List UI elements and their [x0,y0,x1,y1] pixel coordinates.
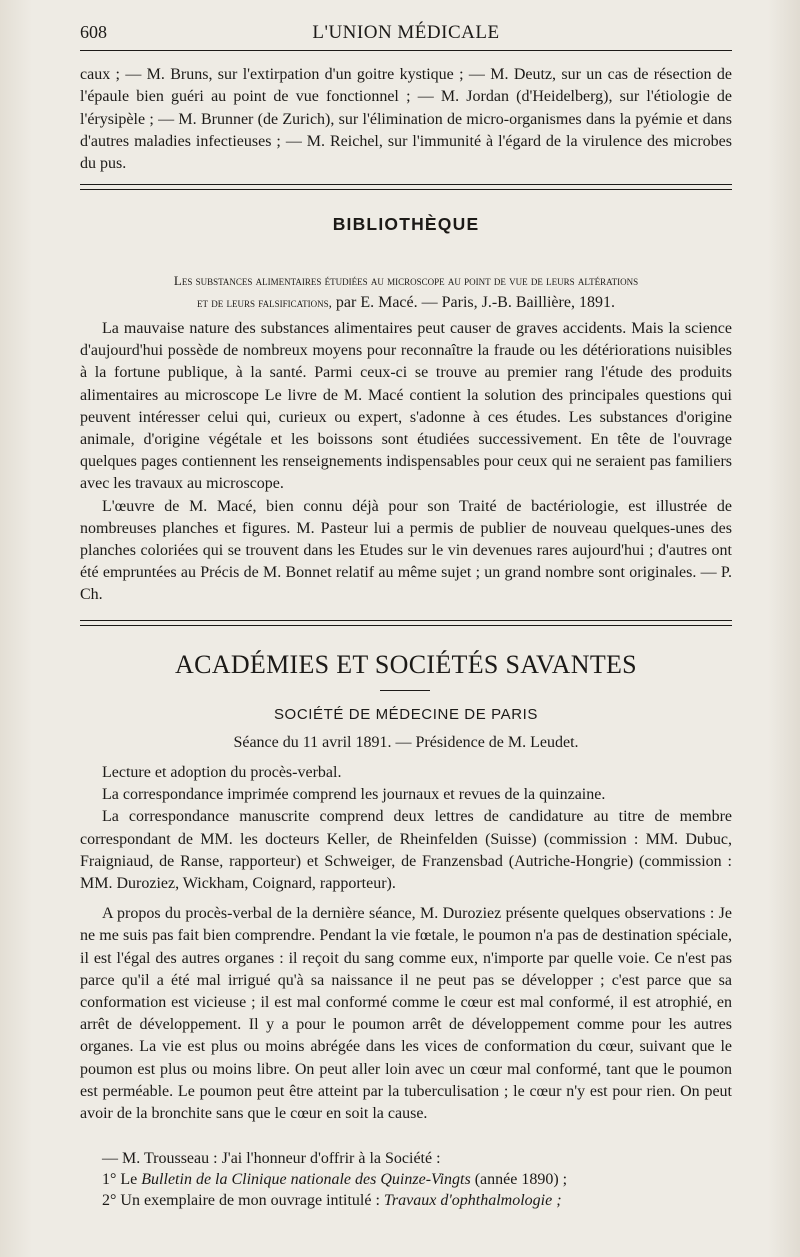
book-title-line2 [80,292,732,314]
list-item-1-title: Bulletin de la Clinique nationale des Quinze-Vingts [141,1171,471,1188]
list-item-1-pre: Le [120,1171,142,1188]
header-rule [80,50,732,51]
list-item-1-post: (année 1890) ; [470,1171,568,1188]
academies-short-rule [380,690,430,691]
correspondance-imprimee-paragraph: La correspondance imprimée comprend les journaux et revues de la quinzaine. [102,786,606,804]
trousseau-line: — M. Trousseau : J'ai l'honneur d'offrir à la Société : [102,1150,441,1167]
seance-line: Séance du 11 avril 1891. — Présidence de M. Leudet. [233,734,579,751]
book-title-line1: Les substances alimentaires étudiées au microscope au point de vue de leurs altérations [173,273,639,288]
intro-paragraph: caux ; — M. Bruns, sur l'extirpation d'un goitre kystique ; — M. Deutz, sur un cas de résection de l'épaule bien guéri au point de vue fonctionnel ; — M. Jordan (d'Heidelberg), sur l'étiologie de l'érysipèle ; — M. Brunner (de Zurich), sur l'élimination de micro-organismes dans la pyémie et dans d'autres maladies infectieuses ; — M. Reichel, sur l'immunité à l'égard de la virulence des microbes du pus. [80,66,732,173]
book-reference [80,270,732,314]
correspondance-manuscrite-paragraph: La correspondance manuscrite comprend deux lettres de candidature au titre de membre correspondant de MM. les docteurs Keller, de Rheinfelden (Suisse) (commission : MM. Dubuc, Fraigniaud, de Ranse, rapporteur) et Schweiger, de Franzensbad (Autriche-Hongrie) (commission : MM. Duroziez, Wickham, Coignard, rapporteur). [80,808,732,893]
list-item-2-pre: Un exemplaire de mon ouvrage intitulé : [120,1192,384,1209]
journal-title: L'UNION MÉDICALE [312,22,500,43]
list-item-2-title: Travaux d'ophthalmologie ; [383,1192,562,1209]
book-publisher: par E. Macé. — Paris, J.-B. Baillière, 1891. [331,294,615,311]
running-header [80,18,732,48]
list-item-1 [80,1171,754,1189]
society-heading: SOCIÉTÉ DE MÉDECINE DE PARIS [273,706,539,723]
section-rule-top [80,184,732,185]
book-title-caps: et de leurs falsifications, [197,295,332,310]
academies-rule-bottom [80,625,732,626]
list-item-2-number: 2° [102,1192,117,1209]
page-number: 608 [80,22,107,42]
bibliotheque-body [80,318,732,607]
bibliotheque-heading: BIBLIOTHÈQUE [332,214,480,234]
lecture-paragraph: Lecture et adoption du procès-verbal. [102,764,342,781]
bibliotheque-paragraph-2: L'œuvre de M. Macé, bien connu déjà pour son Traité de bactériologie, est illustrée de nombreuses planches et figures. M. Pasteur lui a permis de publier de nouveau quelques-unes des planches coloriées qui se trouvent dans les Etudes sur le vin devenues rares aujourd'hui ; d'autres ont été empruntées au Précis de M. Bonnet relatif au même sujet ; un grand nombre sont originales. — P. Ch. [80,497,732,604]
section-rule-bottom [80,189,732,190]
list-item-1-number: 1° [102,1171,117,1188]
intro-block [80,64,732,175]
bibliotheque-paragraph-1: La mauvaise nature des substances alimentaires peut causer de graves accidents. Mais la science d'aujourd'hui possède de nombreux moyens pour reconnaître la fraude ou les détériorations nuisibles à la fortune publique, à la santé. Parmi ceux-ci se trouve au premier rang l'étude des produits alimentaires au microscope Le livre de M. Macé contient la solution des principales questions qui peuvent intéresser celui qui, curieux ou expert, s'adonne à ces études. Les substances d'origine animale, d'origine végétale et les boissons sont étudiées successivement. En tête de l'ouvrage quelques pages contiennent les renseignements indispensables pour ceux qui ne seraient pas familiers avec les travaux au microscope. [80,320,732,493]
list-item-2 [80,1192,754,1210]
duroziez-paragraph: A propos du procès-verbal de la dernière séance, M. Duroziez présente quelques observations : Je ne me suis pas fait bien comprendre. Pendant la vie fœtale, le poumon n'a pas de destination spéciale, il est l'égal des autres organes : il reçoit du sang comme eux, n'importe par quelle voie. Ce n'est pas parce qu'il a été mal irrigué qu'à sa naissance il ne peut pas se développer ; c'est parce que sa conformation est vicieuse ; il est mal conformé comme le cœur est mal conformé, il est atrophié, en arrêt de développement. Il y a pour le poumon arrêt de développement comme pour les autres organes. La vie est plus ou moins abrégée dans les vices de conformation du cœur, suivant que le poumon est plus ou moins libre. On peut aller loin avec un cœur mal conformé, tant que le poumon est perméable. Le poumon peut être atteint par la tuberculisation ; le cœur n'y est pour rien. On peut avoir de la bronchite sans que le cœur en soit la cause. [80,905,732,1123]
academies-rule-top [80,620,732,621]
academies-body [80,762,732,1125]
academies-heading: ACADÉMIES ET SOCIÉTÉS SAVANTES [175,650,637,679]
